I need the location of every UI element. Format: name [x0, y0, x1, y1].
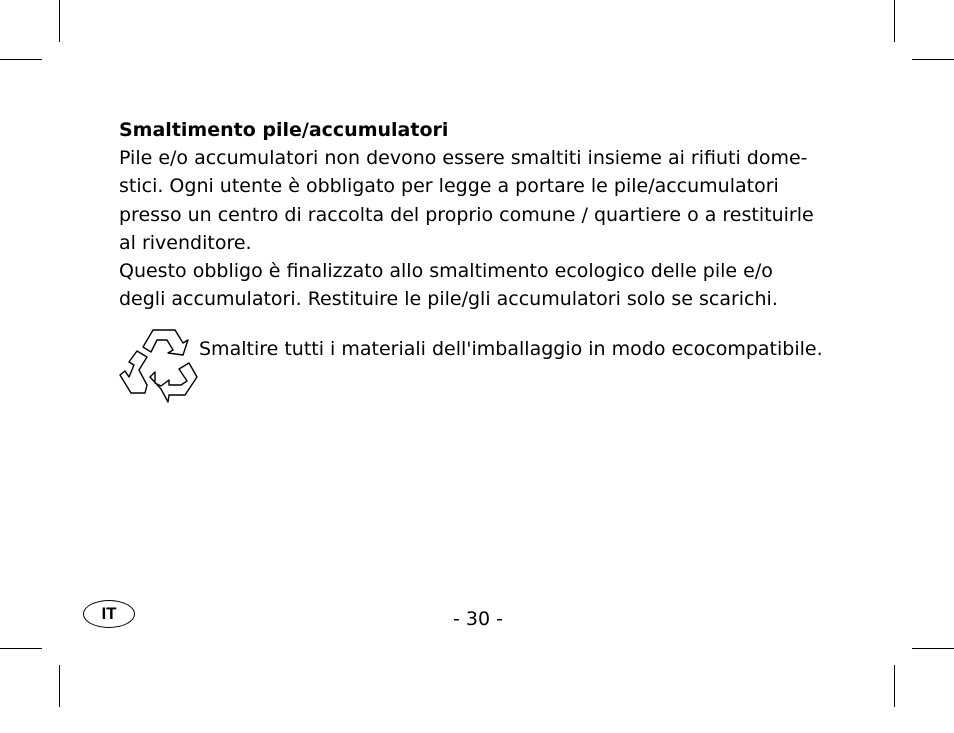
body-line: degli accumulatori. Restituire le pile/gli accumulatori solo se scarichi.	[119, 288, 778, 311]
section-heading: Smaltimento pile/accumulatori	[119, 119, 449, 141]
body-line: Questo obbligo è finalizzato allo smaltimento ecologico delle pile e/o	[119, 260, 773, 283]
battery-disposal-section	[119, 116, 839, 314]
body-line: stici. Ogni utente è obbligato per legge a portare le pile/accumulatori	[119, 175, 779, 198]
body-line: al rivenditore.	[119, 231, 252, 254]
crop-mark-bottom-left-vertical	[59, 665, 60, 707]
recycle-notice	[117, 325, 837, 405]
body-line: Pile e/o accumulatori non devono essere smaltiti insieme ai rifiuti dome-	[119, 147, 808, 169]
recycle-notice-text: Smaltire tutti i materiali dell'imballaggio in modo ecocompatibile.	[199, 338, 823, 360]
recycle-icon	[117, 325, 201, 403]
language-badge: IT	[83, 600, 135, 628]
crop-mark-bottom-right-vertical	[894, 665, 895, 707]
crop-mark-top-left-horizontal	[0, 59, 42, 60]
crop-mark-top-right-vertical	[894, 0, 895, 42]
crop-mark-bottom-right-horizontal	[912, 648, 954, 649]
body-line: presso un centro di raccolta del proprio comune / quartiere o a restituirle	[119, 203, 814, 226]
crop-mark-top-right-horizontal	[912, 59, 954, 60]
crop-mark-bottom-left-horizontal	[0, 648, 42, 649]
page-number: - 30 -	[453, 608, 503, 630]
crop-mark-top-left-vertical	[59, 0, 60, 42]
